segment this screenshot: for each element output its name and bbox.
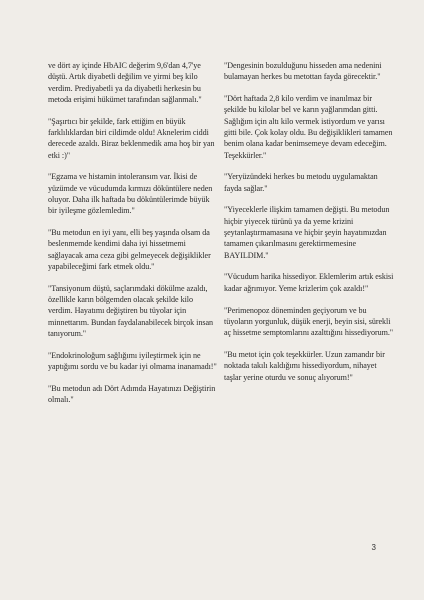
testimonial-paragraph: "Egzama ve histamin intoleransım var. İkisi de yüzümde ve vücudumda kırmızı döküntülere neden oluyor. Daha ilk haftada bu döküntülerimde büyük bir iyileşme gözlemledim." [48,172,213,216]
testimonial-paragraph: "Dengesinin bozulduğunu hisseden ama nedenini bulamayan herkes bu metottan fayda görecektir." [224,61,382,82]
testimonial-paragraph: "Endokrinoloğum sağlığımı iyileştirmek için ne yaptığımı sordu ve bu kadar iyi olmama inanamadı!" [48,350,217,372]
testimonial-paragraph: "Bu metodun adı Dört Adımda Hayatınızı Değiştirin olmalı." [48,383,216,405]
left-column [48,60,218,416]
testimonial-paragraph: ve dört ay içinde HbAIC değerim 9,6'dan 4,7'ye düştü. Artık diyabetli değilim ve yirmi beş kilo verdim. Prediyabetli ya da diyabetli herkesin bu metoda erişimi hükümet tarafından sağlanmalı." [48,61,202,104]
testimonial-paragraph: "Şaşırtıcı bir şekilde, fark ettiğim en büyük farklılıklardan biri cildimde oldu! Aknelerim ciddi derecede azaldı. Biraz beklenmedik ama hoş bir yan etki :)" [48,116,215,160]
testimonial-paragraph: "Yiyeceklerle ilişkim tamamen değişti. Bu metodun hiçbir yiyecek türünü ya da yeme krizini şeytanlaştırmamasına ve hiçbir şeyin hayatımızdan tamamen çıkarılmasını gerektirmemesine BAYILDIM." [224,205,390,260]
page-number: 3 [371,543,376,552]
testimonial-paragraph: "Dört haftada 2,8 kilo verdim ve inanılmaz bir şekilde bu kilolar bel ve karın yağlarımdan gitti. Sağlığım için altı kilo vermek istiyordum ve yarısı gitti bile. Çok kolay oldu. Bu değişiklikleri tamamen benim olana kadar benimsemeye devam edeceğim. Teşekkürler." [224,94,393,160]
testimonial-paragraph: "Yeryüzündeki herkes bu metodu uygulamaktan fayda sağlar." [224,172,378,193]
testimonial-paragraph: "Vücudum harika hissediyor. Eklemlerim artık eskisi kadar ağrımıyor. Yeme krizlerim çok azaldı!" [224,272,394,293]
testimonial-paragraph: "Bu metot için çok teşekkürler. Uzun zamandır bir noktada takılı kaldığımı hissediyordum, nihayet taşlar yerine oturdu ve sonuç alıyorum!" [224,349,385,382]
testimonial-paragraph: "Tansiyonum düştü, saçlarımdaki dökülme azaldı, özellikle karın bölgemden olacak şekilde kilo verdim. Hayatımı değiştiren bu tüyolar için minnettarım. Bundan faydalanabilecek birçok insan tanıyorum." [48,283,213,338]
right-column [224,60,394,393]
testimonial-paragraph: "Perimenopoz döneminden geçiyorum ve bu tüyoların yorgunluk, düşük enerji, beyin sisi, sürekli aç hissetme semptomlarını azalttığını hissediyorum." [224,305,394,338]
testimonial-paragraph: "Bu metodun en iyi yanı, elli beş yaşında olsam da beslenmemde kendimi daha iyi hissetmemi sağlayacak ama ceza gibi gelmeyecek değişiklikler yapabileceğimi fark etmek oldu." [48,228,211,271]
